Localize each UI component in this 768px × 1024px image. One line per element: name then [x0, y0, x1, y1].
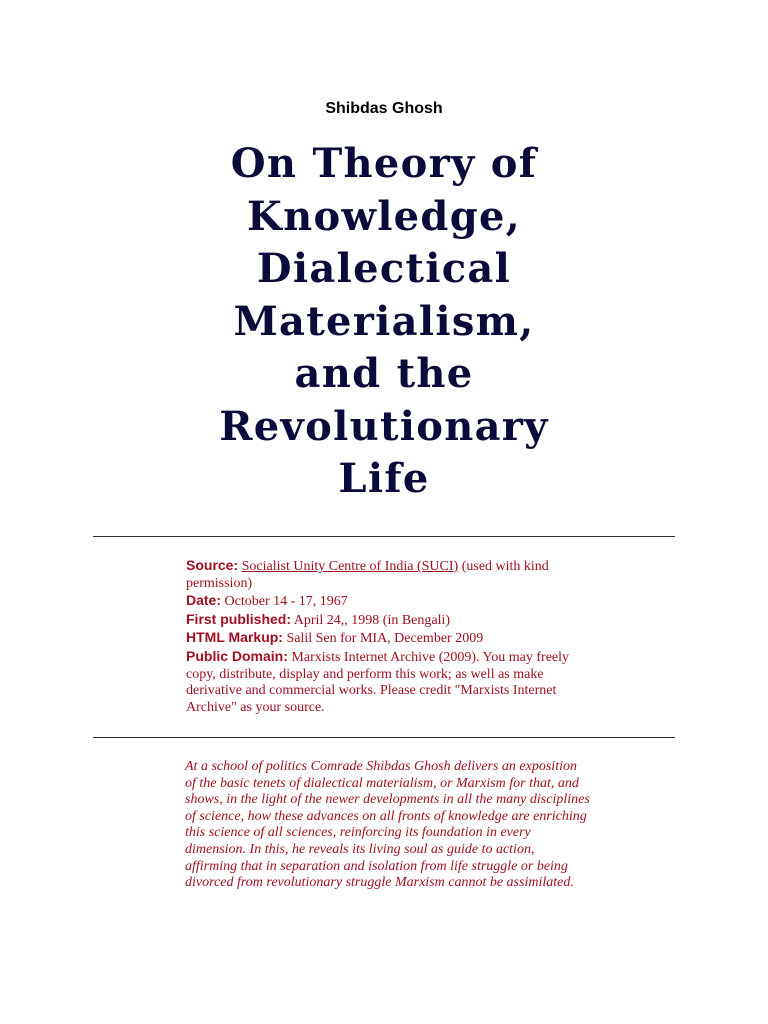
author-name: Shibdas Ghosh: [325, 100, 443, 117]
date-label: Date:: [186, 592, 222, 609]
horizontal-rule: [93, 737, 675, 738]
abstract-text: At a school of politics Comrade Shibdas Ghosh delivers an exposition of the basic tenets of dialectical materialism, or Marxism for that, and shows, in the light of the newer developments in all the many disciplines of science, how these advances on all fronts of knowledge are enriching this science of all sciences, reinforcing its foundation in every dimension. In this, he reveals its living soul as guide to action, affirming that in separation and isolation from life struggle or being divorced from revolutionary struggle Marxism cannot be assimilated.: [185, 759, 590, 891]
first-published-label: First published:: [186, 610, 291, 627]
first-published-value: April 24,, 1998 (in Bengali): [291, 612, 451, 628]
source-label: Source:: [186, 557, 239, 573]
public-domain-value: Marxists Internet Archive (2009). You may freely copy, distribute, display and perform this work; as well as make derivative and commercial works. Please credit "Marxists Internet Archive" as your source.: [186, 649, 570, 715]
html-markup-value: Salil Sen for MIA, December 2009: [282, 631, 484, 647]
public-domain-label: Public Domain:: [186, 647, 288, 664]
source-link[interactable]: Socialist Unity Centre of India (SUCI): [241, 559, 459, 574]
title-line: Knowledge,: [247, 192, 521, 240]
title-line: Revolutionary: [219, 402, 549, 450]
title-line: On Theory of: [230, 140, 538, 187]
title-line: and the: [294, 350, 474, 397]
title-line: Life: [338, 455, 430, 502]
date-value: October 14 - 17, 1967: [221, 594, 348, 610]
html-markup-label: HTML Markup:: [186, 629, 283, 646]
source-note: (used with kind permission): [186, 559, 549, 591]
title-line: Dialectical: [256, 245, 512, 292]
horizontal-rule: [93, 536, 675, 537]
title-line: Materialism,: [233, 297, 535, 345]
info-block: [186, 557, 586, 716]
document-title: [160, 138, 608, 506]
